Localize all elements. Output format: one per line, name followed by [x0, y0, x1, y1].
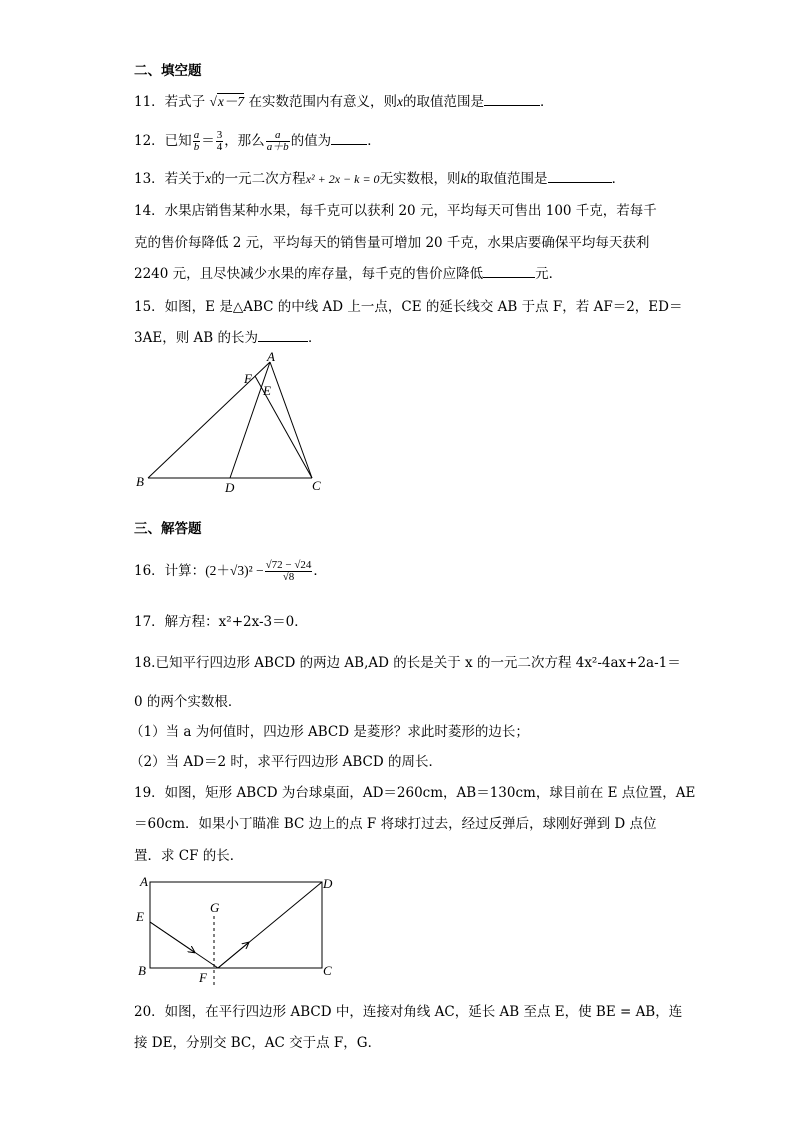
- question-16: [134, 558, 327, 584]
- q12-text-b: ，那么: [224, 133, 265, 149]
- label-c: C: [323, 963, 332, 978]
- label-e: E: [136, 909, 144, 924]
- q11-text-a: 11．若式子: [134, 94, 206, 110]
- q12-text-a: 12．已知: [134, 133, 192, 149]
- question-19-line-1: 19．如图，矩形 ABCD 为台球桌面，AD＝260cm，AB＝130cm，球目前在 E 点位置，AE: [134, 785, 696, 801]
- q11-text-b: 在实数范围内有意义，则: [248, 94, 397, 110]
- section-heading-solve: 三、解答题: [134, 521, 202, 537]
- question-18-part-2: （2）当 AD＝2 时，求平行四边形 ABCD 的周长．: [130, 754, 442, 770]
- label-a: A: [267, 349, 275, 364]
- question-18-line-1: 18.已知平行四边形 ABCD 的两边 AB,AD 的长是关于 x 的一元二次方程 4x²-4ax+2a-1＝: [134, 655, 681, 671]
- q16-fraction: $\frac{√72 - √24}{√8}$: [265, 559, 312, 583]
- question-15-line-2: 3AE，则 AB 的长为 ．: [134, 330, 322, 346]
- question-19-line-3: 置．求 CF 的长．: [134, 848, 244, 864]
- label-b: B: [136, 474, 144, 489]
- label-d: D: [323, 876, 333, 891]
- question-17: 17．解方程：x²+2x-3＝0．: [134, 614, 308, 630]
- label-b: B: [138, 963, 146, 978]
- question-13: [134, 170, 625, 188]
- label-f: F: [199, 970, 207, 985]
- q13-text-c: 无实数根，则: [379, 171, 461, 187]
- question-12: [134, 128, 381, 154]
- q13-text-d: 的取值范围是: [466, 171, 548, 187]
- q12-text-c: 的值为: [290, 133, 332, 149]
- question-14-line-3: 2240 元，且尽快减少水果的库存量，每千克的售价应降低 元．: [134, 266, 563, 282]
- label-c: C: [312, 478, 321, 493]
- q12-end: ．: [367, 133, 381, 149]
- q11-answer-blank: [484, 93, 540, 106]
- section-heading-fill-in: 二、填空题: [134, 63, 202, 79]
- question-14-line-1: 14．水果店销售某种水果，每千克可以获利 20 元，平均每天可售出 100 千克，若每千: [134, 203, 657, 219]
- q16-expression: (2＋√3)² −: [205, 563, 264, 578]
- q11-var-x: x: [396, 94, 403, 109]
- figure-triangle-abc: [130, 348, 330, 498]
- q13-end: ．: [611, 171, 626, 187]
- question-11: [134, 93, 553, 111]
- q12-fraction-a-over-a-plus-b: $\frac{a}{a+b}$: [266, 129, 289, 153]
- q12-equals: ＝: [201, 133, 215, 149]
- q13-var-k: k: [460, 171, 467, 186]
- q12-fraction-a-over-b: $\frac{a}{b}$: [193, 129, 200, 153]
- q13-var-x: x: [205, 171, 212, 186]
- arrow-incoming: [150, 922, 194, 952]
- q11-end: ．: [539, 94, 554, 110]
- q16-text-a: 16．计算：: [134, 563, 206, 579]
- question-18-part-1: （1）当 a 为何值时，四边形 ABCD 是菱形？求此时菱形的边长；: [130, 724, 529, 740]
- figure-billiard-table: [130, 870, 350, 995]
- q13-text-b: 的一元二次方程: [211, 171, 306, 187]
- question-18-line-2: 0 的两个实数根．: [134, 694, 242, 710]
- question-15-line-1: 15．如图，E 是△ABC 的中线 AD 上一点，CE 的延长线交 AB 于点 F，若 AF＝2，ED＝: [134, 299, 683, 315]
- q14-answer-blank: [483, 265, 535, 278]
- q12-fraction-3-over-4: $\frac{3}{4}$: [216, 129, 223, 153]
- q12-answer-blank: [331, 132, 367, 145]
- label-a: A: [140, 874, 148, 889]
- segment-ac: [270, 362, 312, 478]
- label-f: F: [244, 371, 252, 386]
- q13-equation: x² + 2x − k = 0: [305, 172, 380, 186]
- question-20-line-2: 接 DE，分别交 BC，AC 交于点 F，G．: [134, 1035, 382, 1051]
- label-g: G: [210, 900, 220, 915]
- question-19-line-2: ＝60cm．如果小丁瞄准 BC 边上的点 F 将球打过去，经过反弹后，球刚好弹到 D 点位: [134, 816, 657, 832]
- q15-answer-blank: [258, 329, 308, 342]
- question-20-line-1: 20．如图，在平行四边形 ABCD 中，连接对角线 AC，延长 AB 至点 E，使 BE = AB，连: [134, 1004, 683, 1020]
- q11-sqrt-expression: √x－7: [209, 94, 245, 109]
- label-e: E: [263, 383, 271, 398]
- q13-answer-blank: [548, 170, 612, 183]
- q11-text-c: 的取值范围是: [402, 94, 484, 110]
- table-rectangle-abcd: [150, 882, 322, 968]
- label-d: D: [225, 480, 235, 495]
- q16-end: ．: [313, 563, 327, 579]
- arrow-outgoing: [218, 943, 248, 968]
- question-14-line-2: 克的售价每降低 2 元，平均每天的销售量可增加 20 千克，水果店要确保平均每天获利: [134, 235, 650, 251]
- q13-text-a: 13．若关于: [134, 171, 206, 187]
